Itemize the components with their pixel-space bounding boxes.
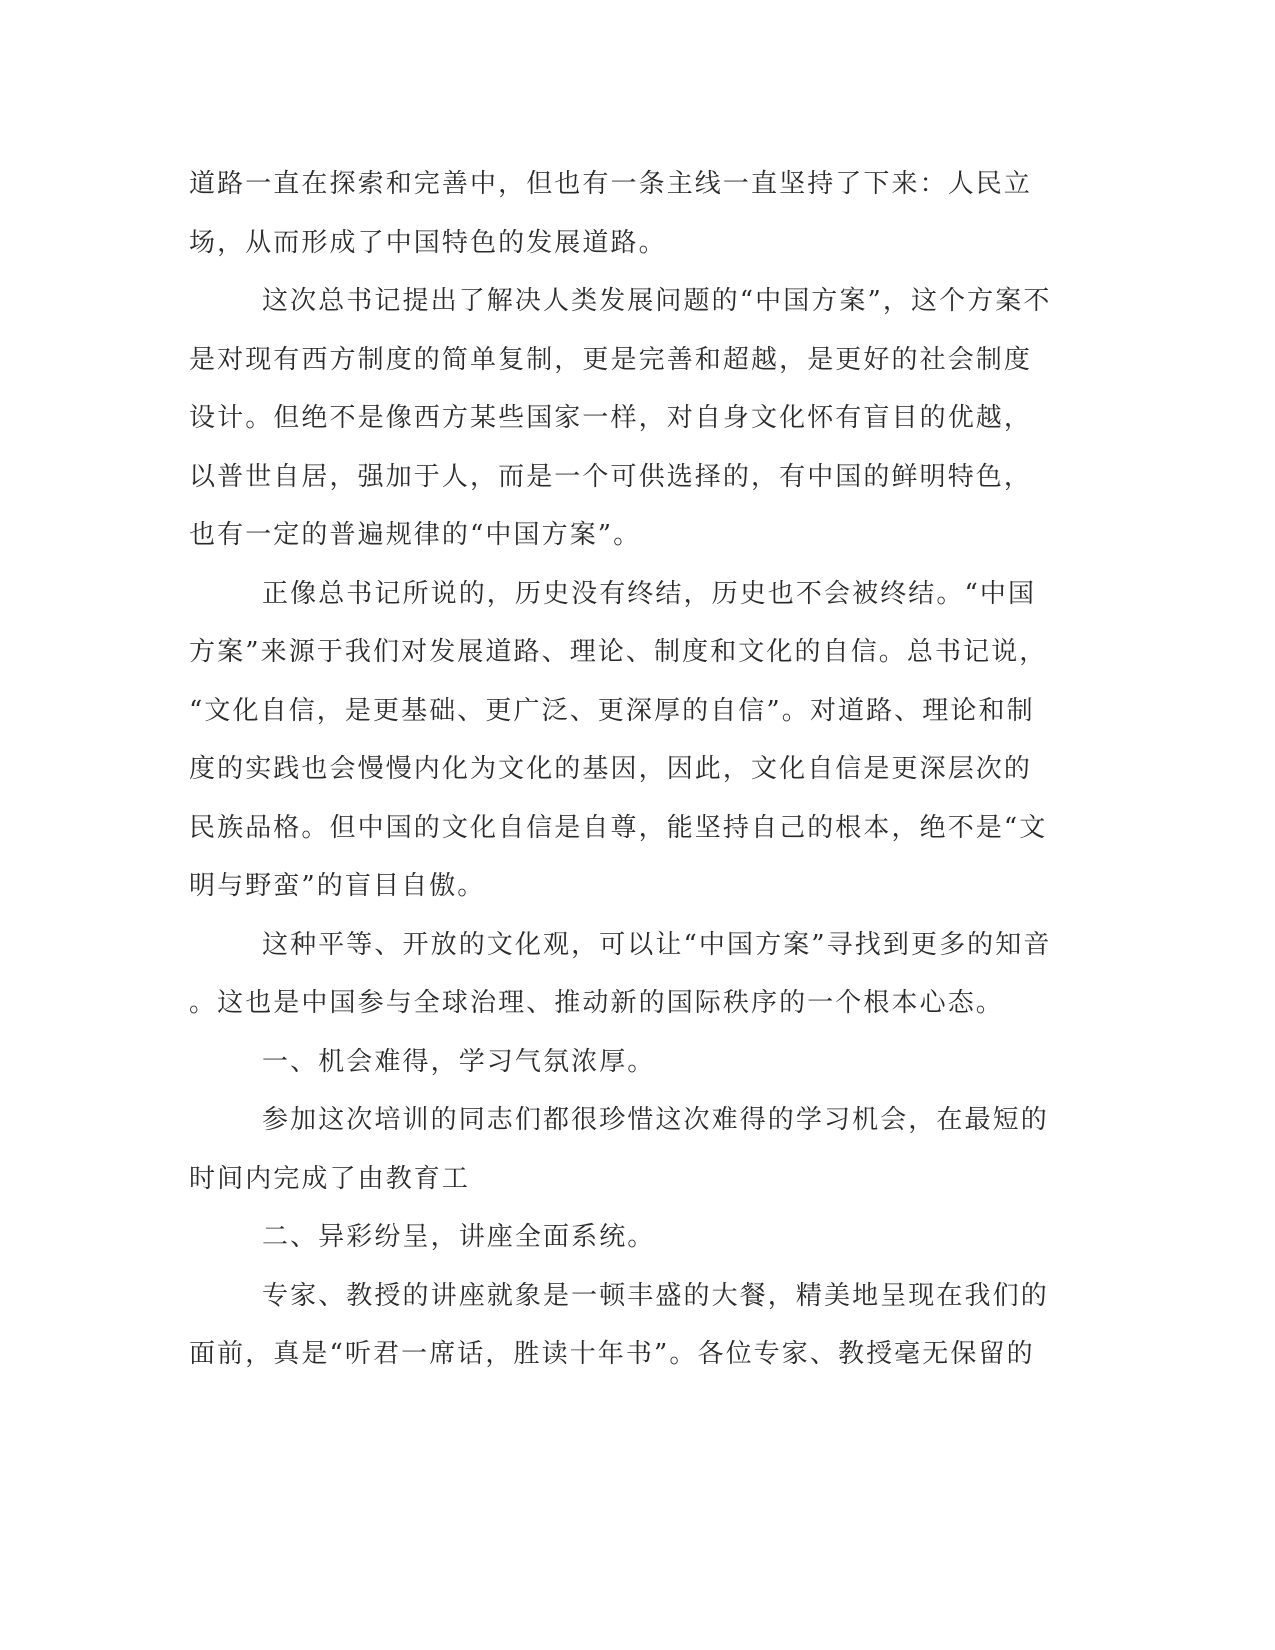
text-line: 民族品格。但中国的文化自信是自尊，能坚持自己的根本，绝不是“文 [189, 813, 1048, 843]
text-line: 也有一定的普遍规律的“中国方案”。 [189, 520, 642, 550]
text-line: “文化自信，是更基础、更广泛、更深厚的自信”。对道路、理论和制 [189, 696, 1035, 726]
section-heading-2: 二、异彩纷呈，讲座全面系统。 [262, 1222, 656, 1252]
text-line: 度的实践也会慢慢内化为文化的基因，因此，文化自信是更深层次的 [189, 754, 1033, 784]
section-heading-1: 一、机会难得，学习气氛浓厚。 [262, 1047, 656, 1077]
text-line: 道路一直在探索和完善中，但也有一条主线一直坚持了下来：人民立 [189, 169, 1033, 199]
paragraph-first-line: 这种平等、开放的文化观，可以让“中国方案”寻找到更多的知音 [262, 930, 1052, 960]
text-line: 面前，真是“听君一席话，胜读十年书”。各位专家、教授毫无保留的 [189, 1339, 1035, 1369]
text-line: 。这也是中国参与全球治理、推动新的国际秩序的一个根本心态。 [189, 988, 1004, 1018]
paragraph-first-line: 参加这次培训的同志们都很珍惜这次难得的学习机会，在最短的 [262, 1105, 1049, 1135]
paragraph-first-line: 正像总书记所说的，历史没有终结，历史也不会被终结。“中国 [262, 579, 1037, 609]
text-line: 方案”来源于我们对发展道路、理论、制度和文化的自信。总书记说， [189, 637, 1048, 667]
paragraph-first-line: 这次总书记提出了解决人类发展问题的“中国方案”，这个方案不 [262, 286, 1052, 316]
text-line: 以普世自居，强加于人，而是一个可供选择的，有中国的鲜明特色， [189, 462, 1033, 492]
text-line: 是对现有西方制度的简单复制，更是完善和超越，是更好的社会制度 [189, 345, 1033, 375]
paragraph-first-line: 专家、教授的讲座就象是一顿丰盛的大餐，精美地呈现在我们的 [262, 1281, 1049, 1311]
text-line: 设计。但绝不是像西方某些国家一样，对自身文化怀有盲目的优越， [189, 403, 1033, 433]
text-line: 时间内完成了由教育工 [189, 1164, 471, 1194]
text-line: 场，从而形成了中国特色的发展道路。 [189, 228, 667, 258]
text-line: 明与野蛮”的盲目自傲。 [189, 871, 486, 901]
